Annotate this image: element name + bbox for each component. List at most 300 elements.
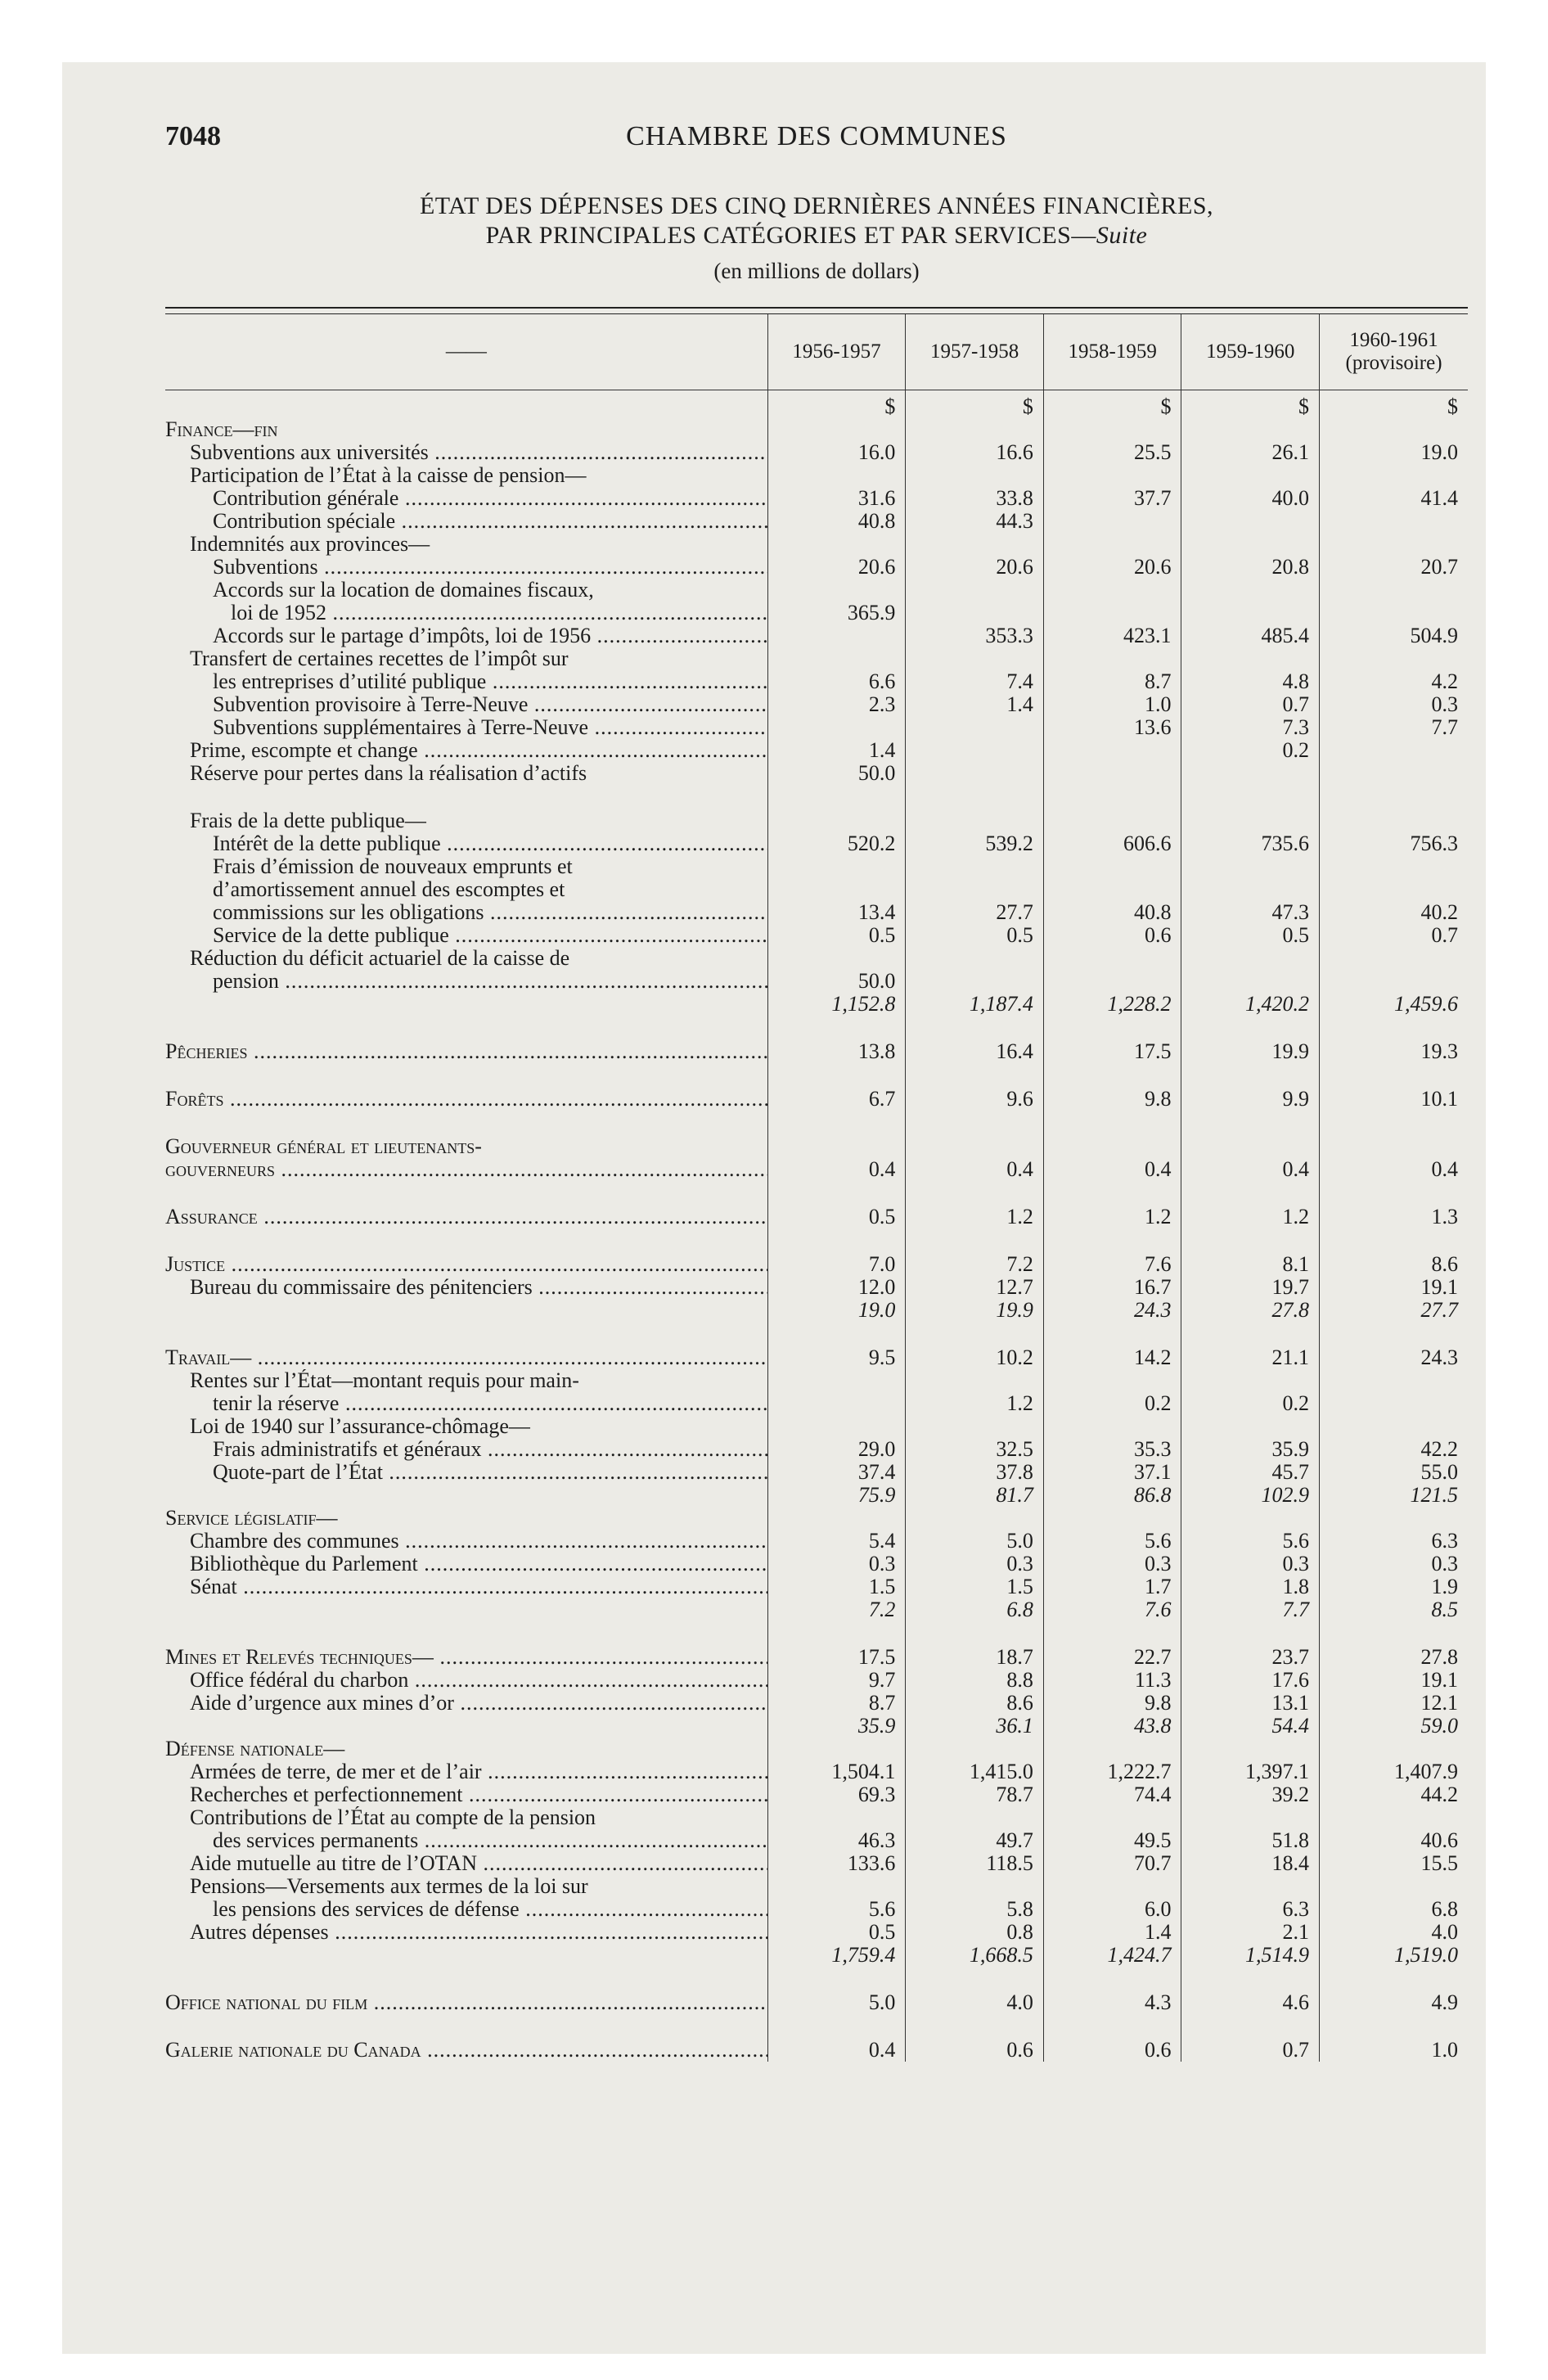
spacer-row xyxy=(165,1228,1468,1253)
row-label xyxy=(165,556,767,579)
value-cell: 504.9 xyxy=(1320,624,1468,647)
dot-leader xyxy=(367,1991,767,2014)
col-head-1958: 1958-1959 xyxy=(1043,314,1181,390)
value-cell: 5.0 xyxy=(906,1530,1044,1553)
value-cell xyxy=(1320,647,1468,670)
value-cell: 0.3 xyxy=(1181,1553,1320,1575)
value-cell: 9.8 xyxy=(1043,1088,1181,1111)
row-label-text: des services permanents xyxy=(213,1829,419,1852)
row-label xyxy=(165,716,767,739)
value-cell xyxy=(1320,464,1468,487)
table-row xyxy=(165,1415,1468,1438)
value-cell: 10.2 xyxy=(906,1346,1044,1369)
dot-leader xyxy=(454,1692,767,1715)
value-cell xyxy=(767,1415,906,1438)
dot-leader xyxy=(484,901,768,924)
value-cell: 20.8 xyxy=(1181,556,1320,579)
value-cell xyxy=(1181,947,1320,970)
value-cell: 7.0 xyxy=(767,1253,906,1276)
page-number: 7048 xyxy=(165,121,221,151)
value-cell xyxy=(906,533,1044,556)
value-cell: 11.3 xyxy=(1043,1669,1181,1692)
value-cell xyxy=(1181,878,1320,901)
value-cell xyxy=(1043,970,1181,993)
row-label-text: Service législatif— xyxy=(165,1507,338,1530)
value-cell: 0.4 xyxy=(1043,1158,1181,1181)
value-cell xyxy=(1043,1415,1181,1438)
value-cell xyxy=(1181,1875,1320,1898)
value-cell: 5.6 xyxy=(1181,1530,1320,1553)
value-cell: 0.6 xyxy=(906,2039,1044,2062)
row-label-text: gouverneurs xyxy=(165,1158,276,1181)
value-cell: 29.0 xyxy=(767,1438,906,1461)
value-cell: 520.2 xyxy=(767,832,906,855)
dot-leader xyxy=(225,1253,767,1276)
row-label xyxy=(165,1369,767,1392)
row-label-text: Bureau du commissaire des pénitenciers xyxy=(190,1276,533,1299)
row-label-text: Pensions—Versements aux termes de la loi sur xyxy=(190,1875,588,1898)
dot-leader xyxy=(418,1553,768,1575)
row-label-text: Forêts xyxy=(165,1088,224,1111)
value-cell xyxy=(1320,418,1468,441)
value-cell: 735.6 xyxy=(1181,832,1320,855)
row-label xyxy=(165,1921,767,1944)
value-cell: 1,459.6 xyxy=(1320,993,1468,1016)
table-row xyxy=(165,1530,1468,1553)
value-cell: 7.2 xyxy=(767,1598,906,1621)
value-cell xyxy=(1043,1135,1181,1158)
value-cell xyxy=(906,947,1044,970)
value-cell: 6.0 xyxy=(1043,1898,1181,1921)
col-head-1956: 1956-1957 xyxy=(767,314,906,390)
value-cell: 6.3 xyxy=(1181,1898,1320,1921)
row-label xyxy=(165,1299,767,1322)
value-cell: 606.6 xyxy=(1043,832,1181,855)
value-cell xyxy=(1181,970,1320,993)
dot-leader xyxy=(399,1530,768,1553)
row-label-text: Défense nationale— xyxy=(165,1738,345,1760)
value-cell: 16.6 xyxy=(906,441,1044,464)
spacer-row xyxy=(165,1967,1468,1991)
row-label-text: Justice xyxy=(165,1253,226,1276)
value-cell xyxy=(1320,970,1468,993)
value-cell: 1.5 xyxy=(767,1575,906,1598)
subtotal-row xyxy=(165,1299,1468,1322)
row-label-text: Subventions aux universités xyxy=(190,441,429,464)
table-row xyxy=(165,510,1468,533)
value-cell: 8.7 xyxy=(767,1692,906,1715)
value-cell: 1.2 xyxy=(906,1206,1044,1228)
table-row xyxy=(165,1760,1468,1783)
value-cell: 24.3 xyxy=(1043,1299,1181,1322)
row-label xyxy=(165,1829,767,1852)
value-cell xyxy=(1043,602,1181,624)
value-cell: 1.9 xyxy=(1320,1575,1468,1598)
dot-leader xyxy=(533,1276,767,1299)
value-cell: 50.0 xyxy=(767,762,906,785)
row-label-text: Intérêt de la dette publique xyxy=(213,832,441,855)
row-label xyxy=(165,1415,767,1438)
col-head-1960: 1960-1961 (provisoire) xyxy=(1320,314,1468,390)
dot-leader xyxy=(482,1438,768,1461)
value-cell: 4.2 xyxy=(1320,670,1468,693)
value-cell: 35.9 xyxy=(1181,1438,1320,1461)
value-cell xyxy=(1043,947,1181,970)
spacer-row xyxy=(165,785,1468,809)
value-cell: 1,222.7 xyxy=(1043,1760,1181,1783)
value-cell: 4.8 xyxy=(1181,670,1320,693)
currency-symbol: $ xyxy=(767,390,906,419)
row-label-text: Aide mutuelle au titre de l’OTAN xyxy=(190,1852,477,1875)
value-cell: 5.6 xyxy=(767,1898,906,1921)
row-label-text: Gouverneur général et lieutenants- xyxy=(165,1135,482,1158)
value-cell: 1.3 xyxy=(1320,1206,1468,1228)
value-cell: 17.5 xyxy=(767,1646,906,1669)
row-label xyxy=(165,1392,767,1415)
row-label xyxy=(165,1158,767,1181)
table-row xyxy=(165,1088,1468,1111)
unit-note: (en millions de dollars) xyxy=(713,259,920,283)
value-cell: 1.2 xyxy=(1181,1206,1320,1228)
value-cell: 27.7 xyxy=(906,901,1044,924)
value-cell xyxy=(1181,647,1320,670)
value-cell xyxy=(906,809,1044,832)
value-cell xyxy=(1320,855,1468,878)
value-cell: 0.2 xyxy=(1181,1392,1320,1415)
row-label xyxy=(165,878,767,901)
table-row xyxy=(165,970,1468,993)
table-row xyxy=(165,647,1468,670)
value-cell: 10.1 xyxy=(1320,1088,1468,1111)
title-line-2-text: PAR PRINCIPALES CATÉGORIES ET PAR SERVICES— xyxy=(485,222,1096,249)
table-row xyxy=(165,1575,1468,1598)
row-label xyxy=(165,1088,767,1111)
value-cell: 0.8 xyxy=(906,1921,1044,1944)
currency-symbol: $ xyxy=(1043,390,1181,419)
spacer-row xyxy=(165,2014,1468,2039)
table-row xyxy=(165,1829,1468,1852)
value-cell: 1.2 xyxy=(1043,1206,1181,1228)
table-row xyxy=(165,1135,1468,1158)
table-row xyxy=(165,1553,1468,1575)
value-cell: 9.8 xyxy=(1043,1692,1181,1715)
value-cell: 35.9 xyxy=(767,1715,906,1738)
row-label xyxy=(165,1991,767,2014)
row-label-text: Indemnités aux provinces— xyxy=(190,533,430,556)
value-cell xyxy=(1320,1507,1468,1530)
value-cell: 12.1 xyxy=(1320,1692,1468,1715)
value-cell: 1,187.4 xyxy=(906,993,1044,1016)
header-row xyxy=(165,314,1468,390)
page-header xyxy=(165,121,1468,170)
row-label-text: pension xyxy=(213,970,279,993)
subtotal-row xyxy=(165,993,1468,1016)
value-cell: 17.5 xyxy=(1043,1040,1181,1063)
value-cell: 27.8 xyxy=(1320,1646,1468,1669)
value-cell xyxy=(1043,739,1181,762)
dot-leader xyxy=(418,739,768,762)
expenditure-table xyxy=(165,314,1468,2062)
row-label xyxy=(165,1760,767,1783)
row-label-text: Office fédéral du charbon xyxy=(190,1669,409,1692)
table-row xyxy=(165,1692,1468,1715)
value-cell xyxy=(1320,1806,1468,1829)
value-cell: 44.2 xyxy=(1320,1783,1468,1806)
value-cell xyxy=(767,878,906,901)
row-label-text: Autres dépenses xyxy=(190,1921,329,1944)
value-cell xyxy=(1043,1738,1181,1760)
value-cell xyxy=(1181,464,1320,487)
row-label xyxy=(165,1135,767,1158)
value-cell xyxy=(1320,1392,1468,1415)
table-row xyxy=(165,418,1468,441)
col-head-1957: 1957-1958 xyxy=(906,314,1044,390)
row-label-text: Pêcheries xyxy=(165,1040,248,1063)
table-row xyxy=(165,716,1468,739)
value-cell: 25.5 xyxy=(1043,441,1181,464)
value-cell xyxy=(906,1806,1044,1829)
dot-leader xyxy=(408,1669,767,1692)
row-label xyxy=(165,1040,767,1063)
value-cell: 74.4 xyxy=(1043,1783,1181,1806)
row-label xyxy=(165,1944,767,1967)
row-label xyxy=(165,1715,767,1738)
value-cell xyxy=(1043,533,1181,556)
table-row xyxy=(165,1369,1468,1392)
currency-symbol: $ xyxy=(1181,390,1320,419)
row-label xyxy=(165,2039,767,2062)
value-cell: 43.8 xyxy=(1043,1715,1181,1738)
value-cell xyxy=(1181,510,1320,533)
row-label-text: Aide d’urgence aux mines d’or xyxy=(190,1692,454,1715)
value-cell xyxy=(1320,1875,1468,1898)
value-cell: 4.0 xyxy=(1320,1921,1468,1944)
value-cell: 0.3 xyxy=(1320,693,1468,716)
value-cell: 5.8 xyxy=(906,1898,1044,1921)
value-cell: 9.9 xyxy=(1181,1088,1320,1111)
value-cell xyxy=(767,533,906,556)
table-row xyxy=(165,1669,1468,1692)
dot-leader xyxy=(279,970,767,993)
subtotal-row xyxy=(165,1715,1468,1738)
stub-head: —— xyxy=(445,340,487,363)
value-cell xyxy=(767,1392,906,1415)
value-cell: 9.6 xyxy=(906,1088,1044,1111)
value-cell: 12.0 xyxy=(767,1276,906,1299)
row-label-text: Réduction du déficit actuariel de la caisse de xyxy=(190,947,570,970)
value-cell: 6.8 xyxy=(906,1598,1044,1621)
value-cell: 19.0 xyxy=(767,1299,906,1322)
title-line-1: ÉTAT DES DÉPENSES DES CINQ DERNIÈRES ANNÉES FINANCIÈRES, xyxy=(419,192,1214,219)
row-label xyxy=(165,809,767,832)
value-cell: 0.5 xyxy=(767,924,906,947)
value-cell: 20.6 xyxy=(906,556,1044,579)
table-row xyxy=(165,1461,1468,1484)
table-row xyxy=(165,1438,1468,1461)
dot-leader xyxy=(591,624,767,647)
row-label xyxy=(165,510,767,533)
row-label xyxy=(165,624,767,647)
row-label-text: Quote-part de l’État xyxy=(213,1461,383,1484)
value-cell xyxy=(1320,510,1468,533)
row-label xyxy=(165,533,767,556)
value-cell: 13.6 xyxy=(1043,716,1181,739)
row-label xyxy=(165,832,767,855)
value-cell xyxy=(906,970,1044,993)
value-cell xyxy=(1181,1806,1320,1829)
spacer-row xyxy=(165,1322,1468,1346)
value-cell: 485.4 xyxy=(1181,624,1320,647)
value-cell: 6.7 xyxy=(767,1088,906,1111)
value-cell: 0.5 xyxy=(906,924,1044,947)
value-cell: 6.6 xyxy=(767,670,906,693)
dot-leader xyxy=(588,716,767,739)
provisional-note: (provisoire) xyxy=(1345,352,1442,374)
row-label xyxy=(165,693,767,716)
value-cell xyxy=(1181,418,1320,441)
value-cell: 19.0 xyxy=(1320,441,1468,464)
row-label-text: Bibliothèque du Parlement xyxy=(190,1553,418,1575)
row-label-text: Frais administratifs et généraux xyxy=(213,1438,482,1461)
row-label xyxy=(165,602,767,624)
value-cell: 37.8 xyxy=(906,1461,1044,1484)
value-cell: 45.7 xyxy=(1181,1461,1320,1484)
value-cell xyxy=(767,855,906,878)
value-cell: 0.4 xyxy=(767,2039,906,2062)
row-label-text: Subventions supplémentaires à Terre-Neuve xyxy=(213,716,589,739)
value-cell: 40.6 xyxy=(1320,1829,1468,1852)
dot-leader xyxy=(418,1829,767,1852)
value-cell xyxy=(767,624,906,647)
value-cell: 0.3 xyxy=(1043,1553,1181,1575)
table-row xyxy=(165,1040,1468,1063)
row-label-text: Participation de l’État à la caisse de pension— xyxy=(190,464,587,487)
value-cell: 7.3 xyxy=(1181,716,1320,739)
value-cell xyxy=(767,579,906,602)
running-head: CHAMBRE DES COMMUNES xyxy=(626,121,1007,151)
value-cell xyxy=(1320,602,1468,624)
dot-leader xyxy=(477,1852,767,1875)
value-cell: 32.5 xyxy=(906,1438,1044,1461)
value-cell: 2.3 xyxy=(767,693,906,716)
row-label-text: Sénat xyxy=(190,1575,237,1598)
spacer-row xyxy=(165,1063,1468,1088)
table-row xyxy=(165,533,1468,556)
table-row xyxy=(165,878,1468,901)
dot-leader xyxy=(318,556,768,579)
dot-leader xyxy=(528,693,767,716)
table-row xyxy=(165,762,1468,785)
row-label-text: Accords sur la location de domaines fiscaux, xyxy=(213,579,594,602)
row-label xyxy=(165,901,767,924)
value-cell: 6.3 xyxy=(1320,1530,1468,1553)
row-label-text: Subventions xyxy=(213,556,318,579)
value-cell: 0.6 xyxy=(1043,924,1181,947)
row-label xyxy=(165,579,767,602)
value-cell xyxy=(767,716,906,739)
row-label-text: Mines et Relevés techniques— xyxy=(165,1646,434,1669)
spacer-row xyxy=(165,1181,1468,1206)
value-cell: 6.8 xyxy=(1320,1898,1468,1921)
table-row xyxy=(165,1507,1468,1530)
value-cell xyxy=(906,647,1044,670)
value-cell: 51.8 xyxy=(1181,1829,1320,1852)
row-label-text: Frais de la dette publique— xyxy=(190,809,426,832)
value-cell: 7.6 xyxy=(1043,1598,1181,1621)
dot-leader xyxy=(251,1346,767,1369)
dot-leader xyxy=(275,1158,767,1181)
value-cell: 54.4 xyxy=(1181,1715,1320,1738)
value-cell xyxy=(906,855,1044,878)
value-cell xyxy=(906,739,1044,762)
value-cell: 17.6 xyxy=(1181,1669,1320,1692)
table-row xyxy=(165,1646,1468,1669)
value-cell: 7.7 xyxy=(1320,716,1468,739)
value-cell: 18.7 xyxy=(906,1646,1044,1669)
table-row xyxy=(165,670,1468,693)
value-cell xyxy=(1181,533,1320,556)
value-cell xyxy=(906,1507,1044,1530)
value-cell: 13.8 xyxy=(767,1040,906,1063)
value-cell: 55.0 xyxy=(1320,1461,1468,1484)
value-cell xyxy=(767,1875,906,1898)
value-cell: 1,407.9 xyxy=(1320,1760,1468,1783)
row-label-text: Armées de terre, de mer et de l’air xyxy=(190,1760,482,1783)
row-label xyxy=(165,441,767,464)
value-cell xyxy=(1181,602,1320,624)
value-cell: 20.6 xyxy=(767,556,906,579)
value-cell: 0.7 xyxy=(1181,2039,1320,2062)
value-cell xyxy=(1181,1135,1320,1158)
row-label-text: Travail— xyxy=(165,1346,252,1369)
table-row xyxy=(165,1253,1468,1276)
value-cell: 0.7 xyxy=(1320,924,1468,947)
value-cell xyxy=(1181,1507,1320,1530)
value-cell xyxy=(767,947,906,970)
value-cell xyxy=(1320,533,1468,556)
table-row xyxy=(165,556,1468,579)
value-cell: 1.0 xyxy=(1320,2039,1468,2062)
value-cell: 16.7 xyxy=(1043,1276,1181,1299)
value-cell xyxy=(1181,855,1320,878)
value-cell: 40.2 xyxy=(1320,901,1468,924)
value-cell: 40.0 xyxy=(1181,487,1320,510)
value-cell: 1,424.7 xyxy=(1043,1944,1181,1967)
document-page xyxy=(62,62,1486,2354)
row-label-text: commissions sur les obligations xyxy=(213,901,484,924)
row-label xyxy=(165,1875,767,1898)
dot-leader xyxy=(482,1760,768,1783)
value-cell xyxy=(1320,1369,1468,1392)
value-cell xyxy=(1043,510,1181,533)
row-label xyxy=(165,1898,767,1921)
value-cell: 4.9 xyxy=(1320,1991,1468,2014)
dot-leader xyxy=(421,2039,768,2062)
value-cell: 50.0 xyxy=(767,970,906,993)
value-cell xyxy=(906,878,1044,901)
value-cell: 7.4 xyxy=(906,670,1044,693)
value-cell: 1,152.8 xyxy=(767,993,906,1016)
value-cell xyxy=(906,602,1044,624)
row-label xyxy=(165,739,767,762)
value-cell xyxy=(1043,1806,1181,1829)
spacer-row xyxy=(165,1111,1468,1135)
value-cell: 0.4 xyxy=(1181,1158,1320,1181)
table-row xyxy=(165,1806,1468,1829)
value-cell xyxy=(767,1135,906,1158)
value-cell: 0.4 xyxy=(767,1158,906,1181)
row-label xyxy=(165,1553,767,1575)
